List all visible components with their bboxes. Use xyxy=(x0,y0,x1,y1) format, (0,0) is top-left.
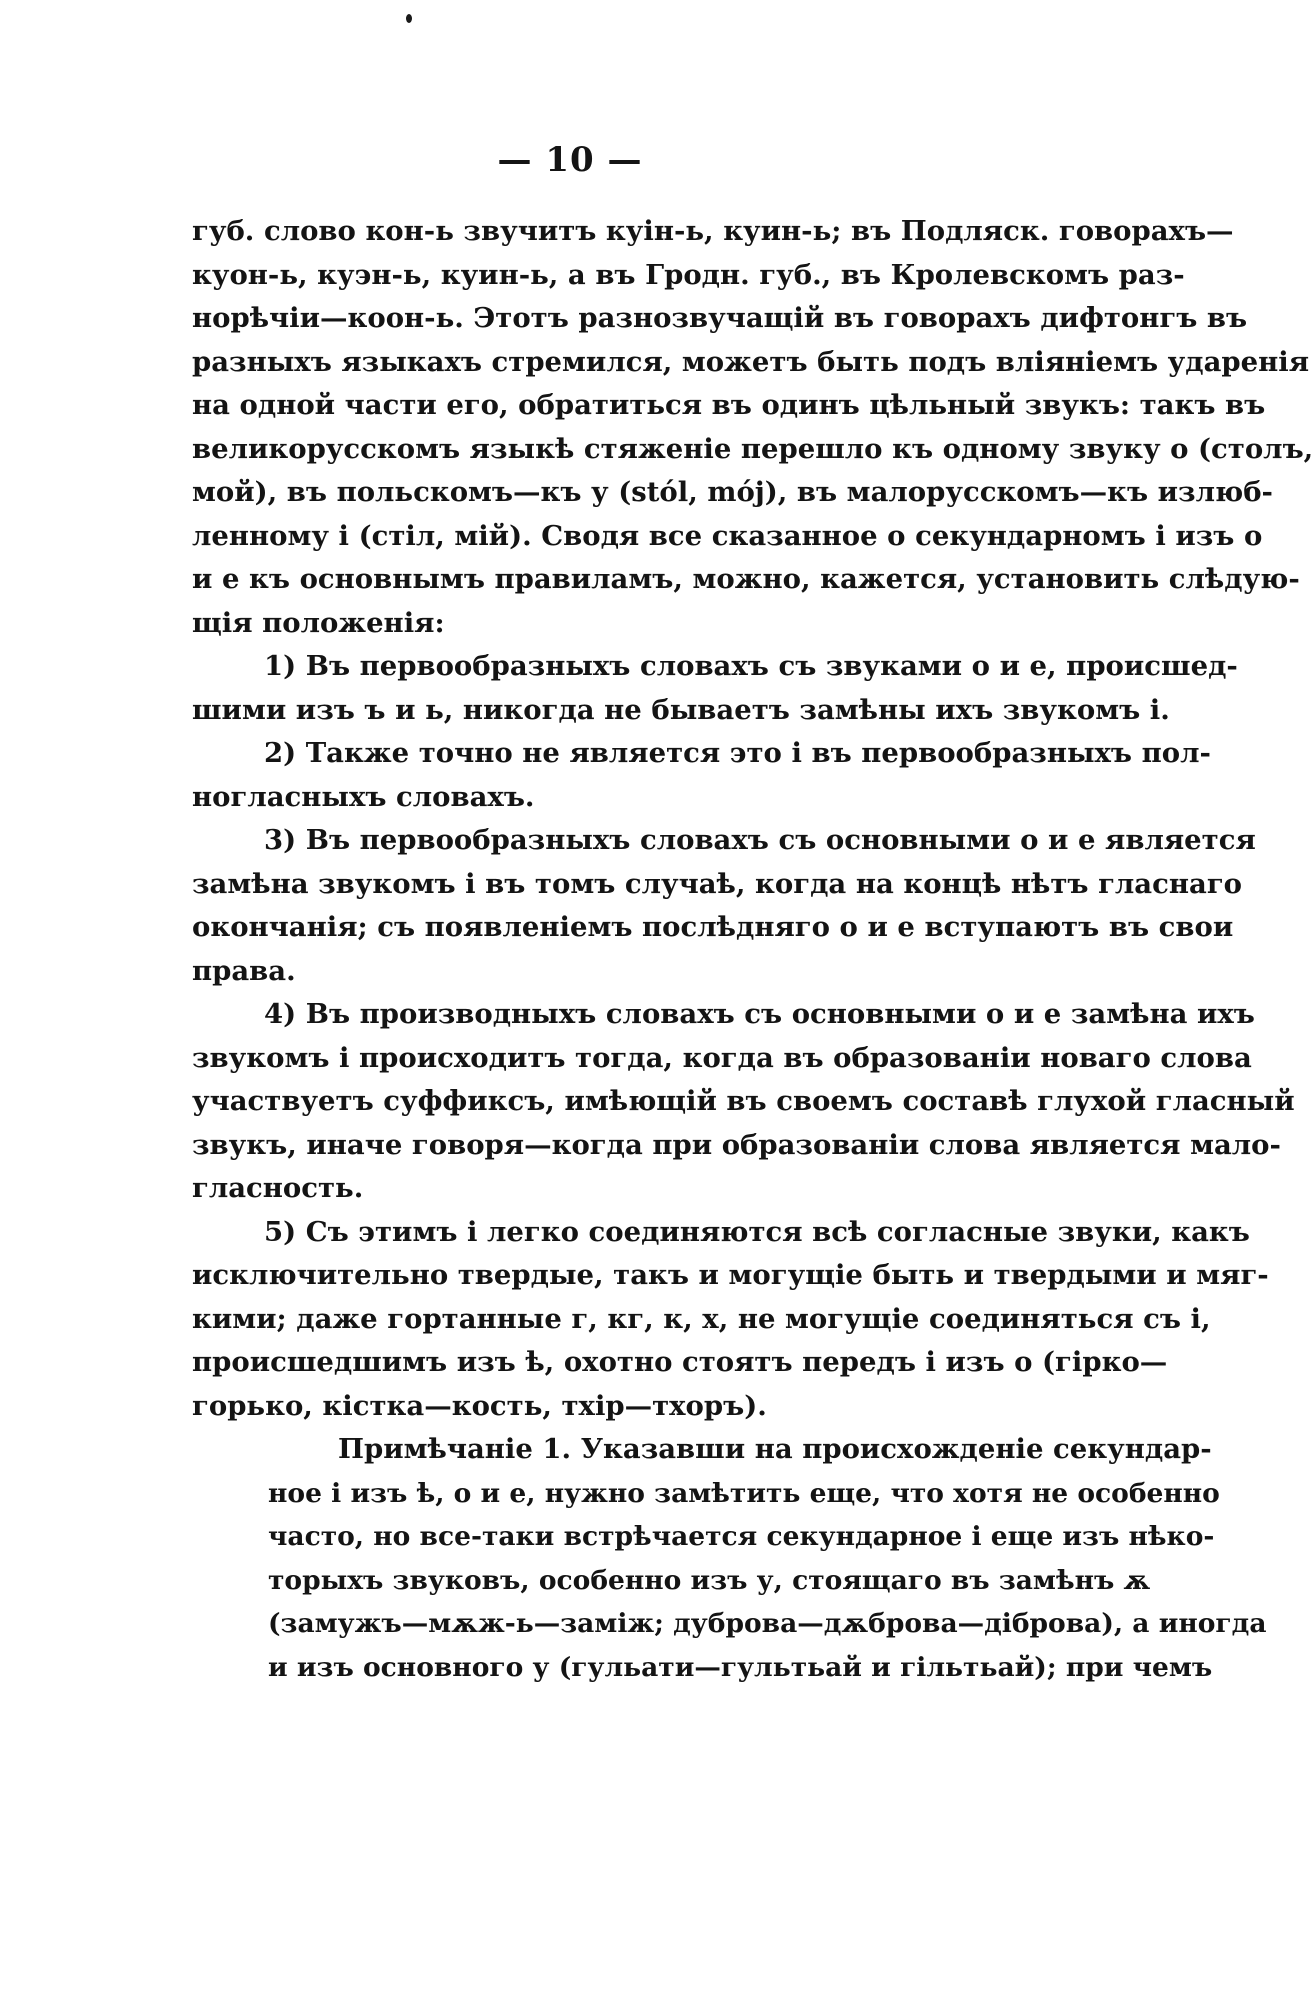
text-line: разныхъ языкахъ стремился, можетъ быть подъ вліяніемъ ударенія xyxy=(192,345,1310,378)
footnote-line: ное і изъ ѣ, о и е, нужно замѣтить еще, что хотя не особенно xyxy=(268,1477,1220,1509)
text-line: шими изъ ъ и ь, никогда не бываетъ замѣны ихъ звукомъ і. xyxy=(192,693,1170,726)
page-number: — 10 — xyxy=(497,140,643,180)
text-line: 2) Также точно не является это і въ первообразныхъ пол- xyxy=(264,737,1211,769)
text-line: Примѣчаніе 1. Указавши на происхожденіе секундар- xyxy=(338,1433,1212,1465)
footnote-line: и изъ основного у (гульати—гультьай и гільтьай); при чемъ xyxy=(268,1651,1213,1683)
text-line: губ. слово кон-ь звучитъ куін-ь, куин-ь; въ Подляск. говорахъ— xyxy=(192,215,1234,247)
footnote-line: торыхъ звуковъ, особенно изъ у, стоящаго въ замѣнъ ѫ xyxy=(268,1564,1151,1596)
text-line: 4) Въ производныхъ словахъ съ основными о и е замѣна ихъ xyxy=(264,998,1255,1030)
text-line: 5) Съ этимъ і легко соединяются всѣ согласные звуки, какъ xyxy=(264,1215,1250,1248)
footnote-line: (замужъ—мѫж-ь—заміж; дуброва—дѫброва—діброва), а иногда xyxy=(268,1608,1267,1639)
text-line: 1) Въ первообразныхъ словахъ съ звуками о и е, происшед- xyxy=(264,650,1238,682)
text-line: исключительно твердые, такъ и могущіе быть и твердыми и мяг- xyxy=(192,1259,1269,1291)
text-line: горько, кістка—кость, тхір—тхоръ). xyxy=(192,1389,767,1422)
text-line: щія положенія: xyxy=(192,606,445,639)
text-line: звукомъ і происходитъ тогда, когда въ образованіи новаго слова xyxy=(192,1041,1252,1074)
text-line: звукъ, иначе говоря—когда при образованіи слова является мало- xyxy=(192,1128,1281,1161)
text-line: великорусскомъ языкѣ стяженіе перешло къ одному звуку о (столъ, xyxy=(192,432,1313,465)
text-line: права. xyxy=(192,954,296,987)
text-line: гласность. xyxy=(192,1172,364,1204)
text-line: на одной части его, обратиться въ одинъ цѣльный звукъ: такъ въ xyxy=(192,389,1266,421)
text-line: 3) Въ первообразныхъ словахъ съ основными о и е является xyxy=(264,824,1256,856)
text-line: ленному і (стіл, мій). Сводя все сказанное о секундарномъ і изъ о xyxy=(192,519,1263,552)
text-line: ногласныхъ словахъ. xyxy=(192,780,535,813)
text-line: куон-ь, куэн-ь, куин-ь, а въ Гродн. губ., въ Кролевскомъ раз- xyxy=(192,258,1185,291)
text-line: участвуетъ суффиксъ, имѣющій въ своемъ составѣ глухой гласный xyxy=(192,1085,1295,1117)
ink-speck xyxy=(406,14,412,23)
text-line: и е къ основнымъ правиламъ, можно, кажется, установить слѣдую- xyxy=(192,563,1300,595)
footnote-block xyxy=(268,1472,1267,1690)
text-line: мой), въ польскомъ—къ у (stól, mój), въ малорусскомъ—къ излюб- xyxy=(192,476,1273,508)
footnote-line: часто, но все-таки встрѣчается секундарное і еще изъ нѣко- xyxy=(268,1521,1215,1552)
text-line: замѣна звукомъ і въ томъ случаѣ, когда на концѣ нѣтъ гласнаго xyxy=(192,867,1243,900)
text-line: норѣчіи—коон-ь. Этотъ разнозвучащій въ говорахъ дифтонгъ въ xyxy=(192,302,1248,334)
text-line: кими; даже гортанные г, кг, к, х, не могущіе соединяться съ і, xyxy=(192,1302,1211,1335)
text-line: происшедшимъ изъ ѣ, охотно стоятъ передъ і изъ о (гірко— xyxy=(192,1346,1168,1378)
text-line: окончанія; съ появленіемъ послѣдняго о и е вступаютъ въ свои xyxy=(192,911,1234,943)
main-text xyxy=(192,210,1313,1472)
